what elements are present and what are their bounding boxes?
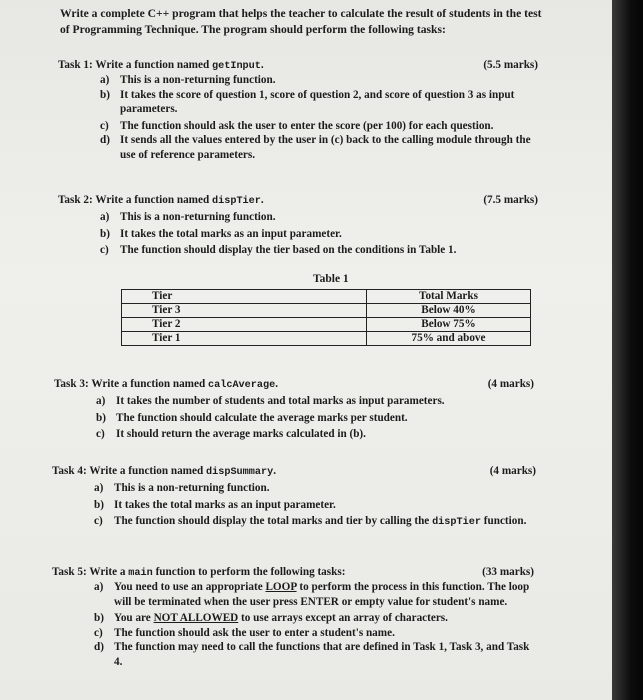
task-marks: (7.5 marks) bbox=[483, 194, 538, 206]
task-marks: (4 marks) bbox=[487, 378, 534, 390]
task-1: Task 1: Write a function named getInput. (5.5 marks) a) This is a non-returning function. b) It takes the score of question 1, score of question 2, and score of question 3 as input parameters. c) The function should ask the user to enter the score (per 100) for each question. d) It sends all the values entered by the user in (c) back to the calling module through the use of reference parameters. bbox=[58, 59, 538, 161]
list-item: c) The function should ask the user to enter the score (per 100) for each question. bbox=[100, 119, 494, 132]
list-item: a) This is a non-returning function. bbox=[100, 74, 276, 86]
table-row: Tier 2 Below 75% bbox=[122, 318, 531, 332]
task-marks: (5.5 marks) bbox=[483, 59, 538, 71]
list-item: b) It takes the total marks as an input parameter. bbox=[100, 227, 342, 240]
tier-table bbox=[121, 289, 531, 346]
task-2: Task 2: Write a function named dispTier. (7.5 marks) a) This is a non-returning function. b) It takes the total marks as an input parameter. c) The function should display the tier based on the conditions in Table 1. bbox=[58, 194, 538, 256]
list-item: a) This is a non-returning function. bbox=[100, 211, 276, 223]
list-item: c) The function should ask the user to enter a student's name. bbox=[94, 626, 395, 639]
task-label: Task 2: bbox=[58, 194, 93, 206]
task-label: Task 1: bbox=[58, 59, 93, 71]
function-name: getInput bbox=[211, 61, 261, 72]
list-item: b) You are NOT ALLOWED to use arrays except an array of characters. bbox=[94, 612, 448, 624]
list-item: c) The function should display the tier based on the conditions in Table 1. bbox=[100, 244, 457, 256]
background-edge bbox=[612, 0, 643, 700]
table-row: Tier 3 Below 40% bbox=[122, 304, 531, 318]
task-label: Task 5: bbox=[52, 566, 87, 578]
function-name: main bbox=[128, 568, 153, 579]
function-name: dispTier bbox=[211, 196, 261, 207]
task-label: Task 3: bbox=[54, 378, 89, 390]
list-item: b) It takes the total marks as an input parameter. bbox=[94, 498, 336, 511]
task-label: Task 4: bbox=[52, 465, 87, 477]
table-row: Tier 1 75% and above bbox=[122, 332, 531, 346]
list-item: c) The function should display the total marks and tier by calling the dispTier function. bbox=[94, 515, 527, 528]
list-item: b) The function should calculate the average marks per student. bbox=[96, 411, 408, 424]
task-3: Task 3: Write a function named calcAverage. (4 marks) a) It takes the number of students and total marks as input parameters. b) The function should calculate the average marks per student. c) It should return the average marks calculated in (b). bbox=[54, 378, 534, 440]
list-item: a) This is a non-returning function. bbox=[94, 482, 270, 494]
list-item: d) It sends all the values entered by the user in (c) back to the calling module through the use of reference parameters. bbox=[100, 134, 531, 161]
function-name: dispTier bbox=[432, 517, 481, 528]
column-header: Tier bbox=[122, 290, 367, 304]
column-header: Total Marks bbox=[367, 290, 531, 304]
list-item: a) You need to use an appropriate LOOP to perform the process in this function. The loop will be terminated when the user press ENTER or empty value for student's name. bbox=[94, 581, 530, 608]
task-4: Task 4: Write a function named dispSummary. (4 marks) a) This is a non-returning function. b) It takes the total marks as an input parameter. c) The function should display the total marks and tier by calling the dispTier function. bbox=[52, 464, 536, 531]
list-item: a) It takes the number of students and total marks as input parameters. bbox=[96, 395, 445, 407]
task-marks: (33 marks) bbox=[482, 566, 534, 578]
table-header-row bbox=[122, 290, 531, 304]
intro-paragraph: Write a complete C++ program that helps the teacher to calculate the result of students in the test of Programming Technique. The program should perform the following tasks: bbox=[60, 7, 542, 36]
task-marks: (4 marks) bbox=[489, 465, 536, 477]
list-item: c) It should return the average marks calculated in (b). bbox=[96, 428, 366, 440]
list-item: b) It takes the score of question 1, score of question 2, and score of question 3 as input parameters. bbox=[100, 88, 515, 115]
table-title: Table 1 bbox=[313, 273, 349, 285]
task-5: Task 5: Write a main function to perform the following tasks: (33 marks) a) You need to use an appropriate LOOP to perform the process in this function. The loop will be terminated when the user press ENTER or empty value for student's name. b) You are NOT ALLOWED to use arrays except an array of characters. c) The function should ask the user to enter a student's name. d) The function may need to call the functions that are defined in Task 1, Task 3, and Task 4. bbox=[52, 566, 534, 668]
function-name: calcAverage bbox=[207, 380, 276, 391]
list-item: d) The function may need to call the functions that are defined in Task 1, Task 3, and Task 4. bbox=[94, 641, 530, 668]
function-name: dispSummary bbox=[205, 467, 274, 478]
